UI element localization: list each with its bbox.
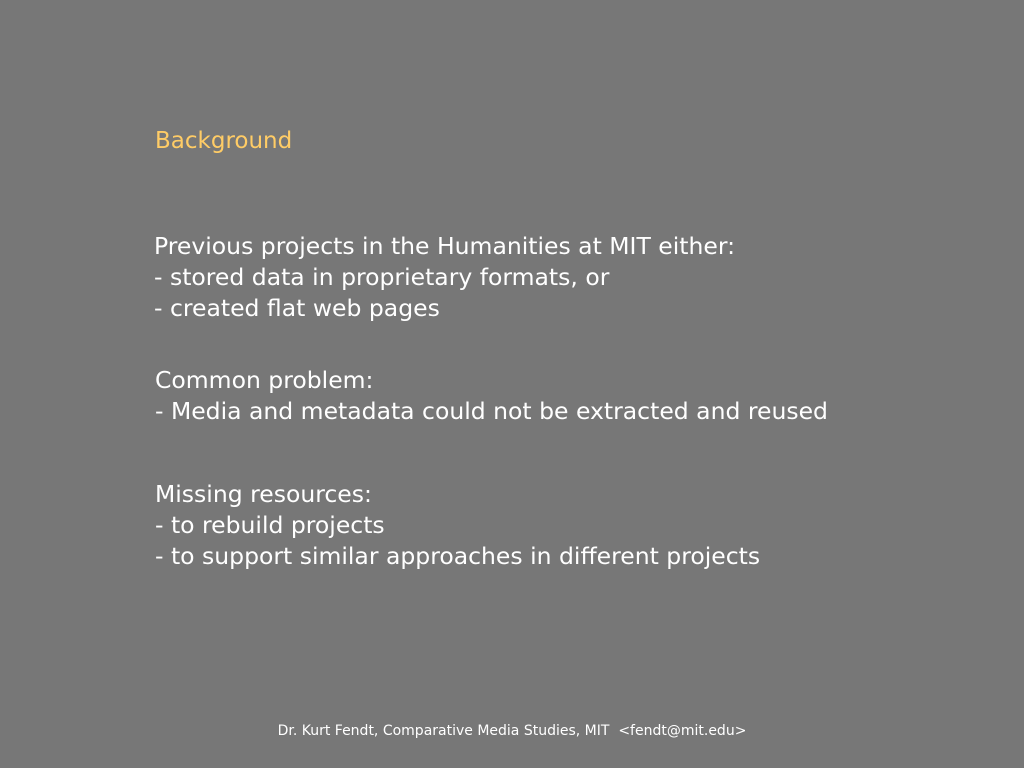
text-line: Common problem: — [155, 366, 374, 394]
text-line: - to rebuild projects — [155, 511, 385, 539]
text-block-missing-resources — [155, 479, 760, 572]
text-line: Missing resources: — [155, 480, 372, 508]
slide-footer: Dr. Kurt Fendt, Comparative Media Studies, MIT <fendt@mit.edu> — [277, 723, 747, 739]
text-block-previous-projects — [154, 231, 735, 324]
text-line: Previous projects in the Humanities at MIT either: — [154, 232, 736, 260]
text-line: - stored data in proprietary formats, or — [154, 263, 610, 291]
text-line: - to support similar approaches in different projects — [155, 542, 761, 570]
text-block-common-problem — [155, 365, 828, 427]
text-line: - created flat web pages — [154, 294, 440, 322]
slide-title: Background — [155, 128, 293, 154]
text-line: - Media and metadata could not be extracted and reused — [155, 397, 828, 425]
